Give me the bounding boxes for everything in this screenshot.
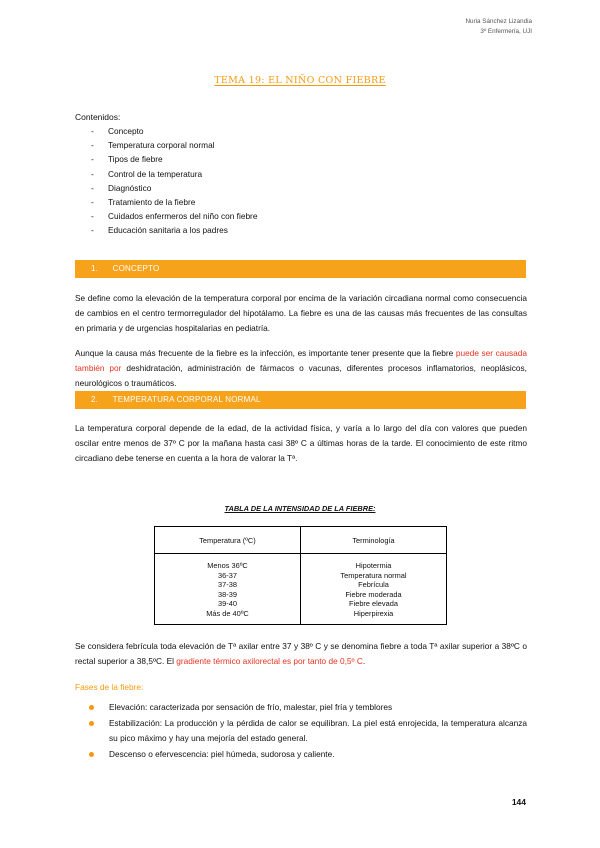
list-item bbox=[75, 700, 527, 715]
highlighted-text: gradiente térmico axilorectal es por tanto de 0,5º C bbox=[176, 656, 363, 666]
paragraph-text: Se considera febrícula toda elevación de Tª axilar entre 37 y 38º C y se denomina fiebre a toda Tª axilar superior a 38ºC o rectal superior a 38,5ºC. El bbox=[75, 641, 527, 666]
list-item bbox=[75, 138, 535, 152]
list-item-text: Cuidados enfermeros del niño con fiebre bbox=[108, 211, 258, 222]
fever-intensity-table bbox=[154, 526, 447, 625]
bullet-dot-icon bbox=[89, 721, 94, 726]
list-item-text: Control de la temperatura bbox=[108, 168, 203, 179]
dash-bullet-icon: - bbox=[91, 154, 94, 165]
phases-title: Fases de la fiebre: bbox=[75, 682, 144, 692]
list-item-text: Diagnóstico bbox=[108, 182, 152, 193]
table-cell: Menos 36ºC bbox=[207, 561, 248, 570]
table-cell: 36-37 bbox=[218, 570, 237, 580]
list-item bbox=[75, 223, 535, 237]
section-heading-temperatura: 2. TEMPERATURA CORPORAL NORMAL bbox=[75, 391, 526, 409]
course-label: 3º Enfermería, UJI bbox=[480, 28, 532, 35]
paragraph-text: Se define como la elevación de la temperatura corporal por encima de la variación circadiana normal como consecuencia de cambios en el centro termorregulador del hipotálamo. La fiebre es una de las causas más frecuentes de las consultas en primaria y de urgencias hospitalarias en pediatría. bbox=[75, 293, 527, 333]
page-number: 144 bbox=[511, 797, 526, 807]
list-item bbox=[75, 716, 527, 746]
paragraph-text: deshidratación, administración de fármacos o vacunas, diferentes procesos inflamatorios, neoplásicos, neurológicos o traumáticos. bbox=[75, 363, 527, 388]
dash-bullet-icon: - bbox=[91, 197, 94, 208]
dash-bullet-icon: - bbox=[91, 225, 94, 236]
dash-bullet-icon: - bbox=[91, 211, 94, 222]
table-cell: Hipotermia bbox=[355, 561, 392, 570]
list-item-text: Temperatura corporal normal bbox=[108, 140, 215, 151]
contents-label: Contenidos: bbox=[75, 112, 121, 122]
paragraph-text: . bbox=[362, 656, 366, 666]
page-title: TEMA 19: EL NIÑO CON FIEBRE bbox=[214, 75, 386, 86]
column-header: Temperatura (ºC) bbox=[155, 527, 301, 554]
bullet-dot-icon bbox=[89, 705, 94, 710]
column-header: Terminología bbox=[301, 527, 447, 554]
table-cell: Temperatura normal bbox=[340, 570, 407, 580]
contents-list bbox=[75, 124, 535, 238]
table-cell: Fiebre elevada bbox=[349, 599, 398, 609]
table-cell: Más de 40ºC bbox=[206, 608, 249, 618]
list-item bbox=[75, 181, 535, 195]
contents-section bbox=[75, 111, 535, 238]
list-item bbox=[75, 195, 535, 209]
paragraph-text: La temperatura corporal depende de la edad, de la actividad física, y varía a lo largo del día con valores que pueden oscilar entre menos de 37º C por la mañana hasta casi 38º C a últimas horas de la tarde. El conocimiento de este ritmo circadiano debe tenerse en cuenta a la hora de valorar la Tª. bbox=[75, 423, 527, 463]
terminology-column bbox=[301, 554, 447, 625]
section-heading-concepto: 1. CONCEPTO bbox=[75, 260, 526, 278]
dash-bullet-icon: - bbox=[91, 168, 94, 179]
table-title: TABLA DE LA INTENSIDAD DE LA FIEBRE: bbox=[224, 504, 376, 513]
table-cell: Fiebre moderada bbox=[345, 589, 402, 599]
highlighted-text: puede ser causada también por bbox=[75, 348, 527, 373]
list-item-text: Tipos de fiebre bbox=[108, 154, 163, 165]
table-cell: Febrícula bbox=[358, 580, 389, 590]
list-item bbox=[75, 747, 527, 762]
list-item bbox=[75, 167, 535, 181]
dash-bullet-icon: - bbox=[91, 182, 94, 193]
list-item-text: Educación sanitaria a los padres bbox=[108, 225, 228, 236]
table-cell: 39-40 bbox=[218, 599, 237, 609]
table-cell: 38-39 bbox=[218, 589, 237, 599]
table-body-row bbox=[155, 554, 447, 625]
paragraph-text: Aunque la causa más frecuente de la fiebre es la infección, es importante tener presente que la fiebre bbox=[75, 348, 456, 358]
list-item-text: Elevación: caracterizada por sensación de frío, malestar, piel fría y temblores bbox=[109, 702, 393, 712]
list-item bbox=[75, 209, 535, 223]
list-item-text: Concepto bbox=[108, 126, 144, 136]
list-item bbox=[75, 152, 535, 166]
table-cell: Hiperpirexia bbox=[353, 608, 394, 618]
page-header bbox=[465, 17, 532, 37]
list-item-text: Descenso o efervescencia: piel húmeda, sudorosa y caliente. bbox=[109, 749, 335, 759]
bullet-dot-icon bbox=[89, 752, 94, 757]
phases-list bbox=[75, 700, 527, 763]
concept-paragraph-2 bbox=[75, 346, 527, 391]
dash-bullet-icon: - bbox=[91, 140, 94, 151]
temperature-paragraph-1 bbox=[75, 421, 527, 466]
temperature-column bbox=[155, 554, 301, 625]
list-item-text: Estabilización: La producción y la pérdida de calor se equilibran. La piel está enrojecida, la temperatura alcanza su pico máximo y hay una mejoría del estado general. bbox=[109, 718, 527, 743]
author-name: Nuria Sánchez Lizandia bbox=[465, 18, 532, 25]
list-item-text: Tratamiento de la fiebre bbox=[108, 197, 196, 208]
concept-paragraph-1 bbox=[75, 291, 527, 336]
list-item bbox=[75, 124, 535, 138]
table-header-row bbox=[155, 527, 447, 554]
dash-bullet-icon: - bbox=[91, 126, 94, 136]
table-cell: 37-38 bbox=[218, 580, 237, 590]
temperature-paragraph-2 bbox=[75, 639, 527, 669]
